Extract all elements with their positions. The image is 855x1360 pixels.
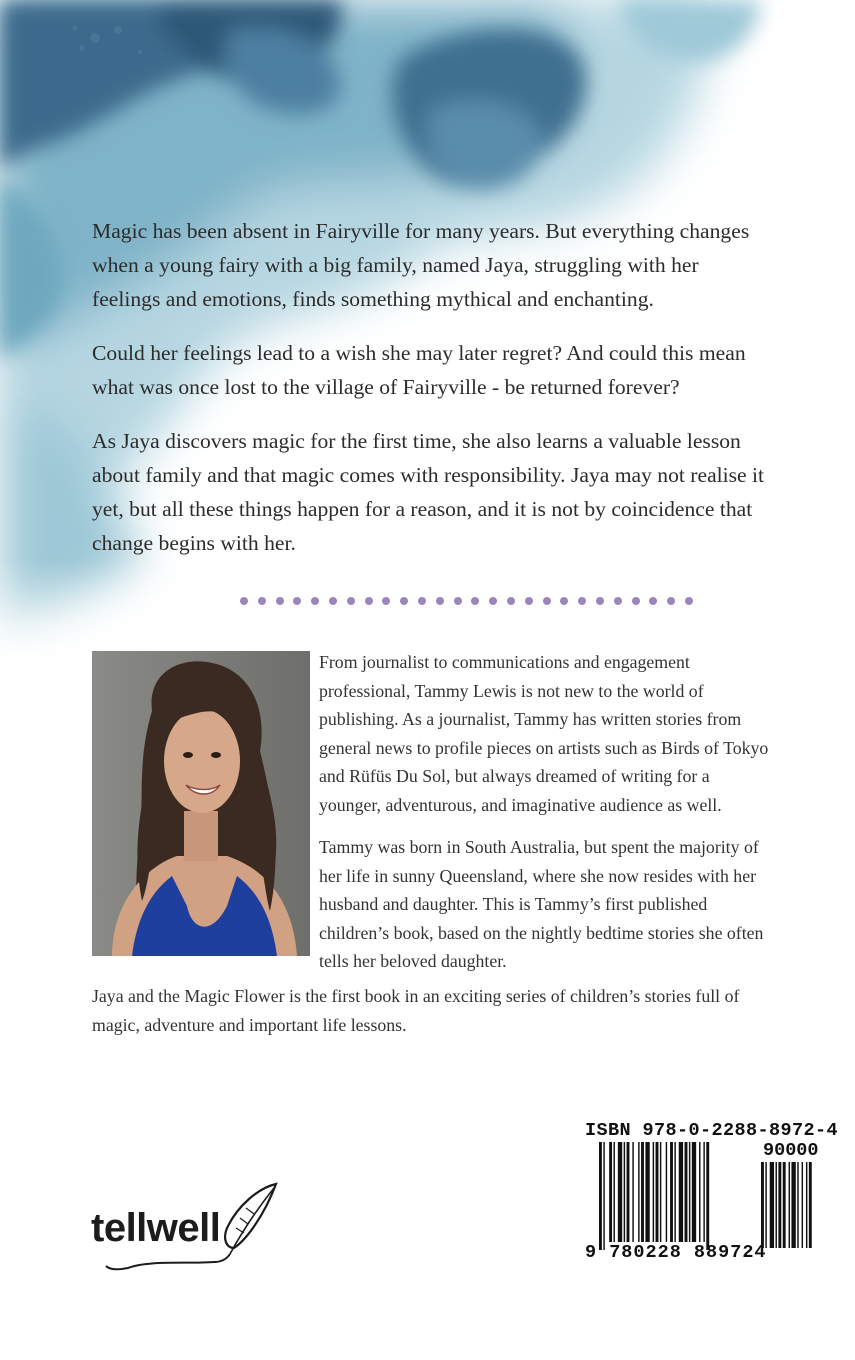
addon-bar: [776, 1162, 777, 1248]
barcode-bar: [692, 1142, 696, 1242]
barcode-bar: [653, 1142, 654, 1242]
divider-dot: [596, 597, 604, 605]
quill-pen-icon: [88, 1178, 288, 1273]
publisher-logo: [88, 1178, 288, 1273]
divider-dot: [276, 597, 284, 605]
barcode-bar: [618, 1142, 622, 1242]
barcode-bar: [645, 1142, 649, 1242]
addon-bar: [770, 1162, 774, 1248]
divider-dot: [632, 597, 640, 605]
addon-bar: [791, 1162, 795, 1248]
barcode-bar: [641, 1142, 644, 1242]
author-bio: [319, 648, 771, 990]
barcode-bar: [627, 1142, 630, 1242]
barcode-bar: [638, 1142, 639, 1242]
series-statement: Jaya and the Magic Flower is the first book in an exciting series of children’s stories full of magic, adventure and important life lessons.: [92, 986, 740, 1035]
divider-dot: [471, 597, 479, 605]
barcode-bar: [614, 1142, 615, 1242]
back-cover-blurb: [92, 214, 772, 580]
divider-dot: [507, 597, 515, 605]
barcode-bar: [685, 1142, 688, 1242]
author-photo: [92, 651, 310, 956]
divider-dot: [240, 597, 248, 605]
addon-bar: [789, 1162, 790, 1248]
blurb-paragraph: Could her feelings lead to a wish she may later regret? And could this mean what was once lost to the village of Fairyville - be returned forever?: [92, 341, 746, 399]
publisher-name: tellwell: [91, 1206, 221, 1250]
addon-bar: [802, 1162, 803, 1248]
barcode-bar: [599, 1142, 602, 1250]
divider-dot: [258, 597, 266, 605]
addon-bar: [783, 1162, 786, 1248]
divider-dot: [560, 597, 568, 605]
barcode-bar: [703, 1142, 704, 1242]
isbn-text: ISBN 978-0-2288-8972-4: [585, 1120, 839, 1141]
barcode-bar: [674, 1142, 675, 1242]
addon-digits: 90000: [763, 1140, 819, 1161]
divider-dot: [614, 597, 622, 605]
divider-dot: [578, 597, 586, 605]
divider-dot: [382, 597, 390, 605]
barcode-bar: [632, 1142, 633, 1242]
divider-dot: [418, 597, 426, 605]
addon-bar: [761, 1162, 764, 1248]
divider-dot: [293, 597, 301, 605]
divider-dot: [329, 597, 337, 605]
dotted-divider: [240, 597, 700, 609]
divider-dot: [454, 597, 462, 605]
divider-dot: [649, 597, 657, 605]
barcode-bar: [666, 1142, 667, 1242]
divider-dot: [311, 597, 319, 605]
divider-dot: [667, 597, 675, 605]
divider-dot: [525, 597, 533, 605]
addon-bar: [797, 1162, 798, 1248]
addon-bar: [806, 1162, 807, 1248]
divider-dot: [685, 597, 693, 605]
divider-dot: [489, 597, 497, 605]
barcode-bar: [670, 1142, 673, 1242]
barcode-bar: [609, 1142, 612, 1242]
divider-dot: [365, 597, 373, 605]
divider-dot: [436, 597, 444, 605]
barcode-digits: 9 780228 889724: [585, 1242, 767, 1263]
divider-dot: [400, 597, 408, 605]
addon-bar: [809, 1162, 812, 1248]
addon-bar: [765, 1162, 766, 1248]
blurb-paragraph: As Jaya discovers magic for the first time, she also learns a valuable lesson about family and that magic comes with responsibility. Jaya may not realise it yet, but all these things happen for a reason, and it is not by coincidence that change begins with her.: [92, 429, 765, 555]
author-bio-paragraph: Tammy was born in South Australia, but spent the majority of her life in sunny Queensland, where she now resides with her husband and daughter. This is Tammy’s first published children’s book, based on the nightly bedtime stories she often tells her beloved daughter.: [319, 837, 764, 971]
barcode-bar: [660, 1142, 661, 1242]
blurb-paragraph: Magic has been absent in Fairyville for many years. But everything changes when a young fairy with a big family, named Jaya, struggling with her feelings and emotions, finds something mythical and enchanting.: [92, 219, 750, 311]
barcode-bar: [603, 1142, 604, 1250]
divider-dot: [347, 597, 355, 605]
barcode-bar: [699, 1142, 700, 1242]
barcode-bar: [689, 1142, 690, 1242]
barcode-bar: [706, 1142, 709, 1250]
barcode-bar: [624, 1142, 625, 1242]
barcode-bar: [656, 1142, 659, 1242]
addon-bar: [778, 1162, 781, 1248]
isbn-barcode: [585, 1118, 839, 1268]
divider-dot: [543, 597, 551, 605]
author-bio-paragraph: From journalist to communications and engagement professional, Tammy Lewis is not new to the world of publishing. As a journalist, Tammy has written stories from general news to profile pieces on artists such as Birds of Tokyo and Rüfüs Du Sol, but always dreamed of writing for a younger, adventurous, and imaginative audience as well.: [319, 652, 769, 815]
barcode-bar: [679, 1142, 683, 1242]
